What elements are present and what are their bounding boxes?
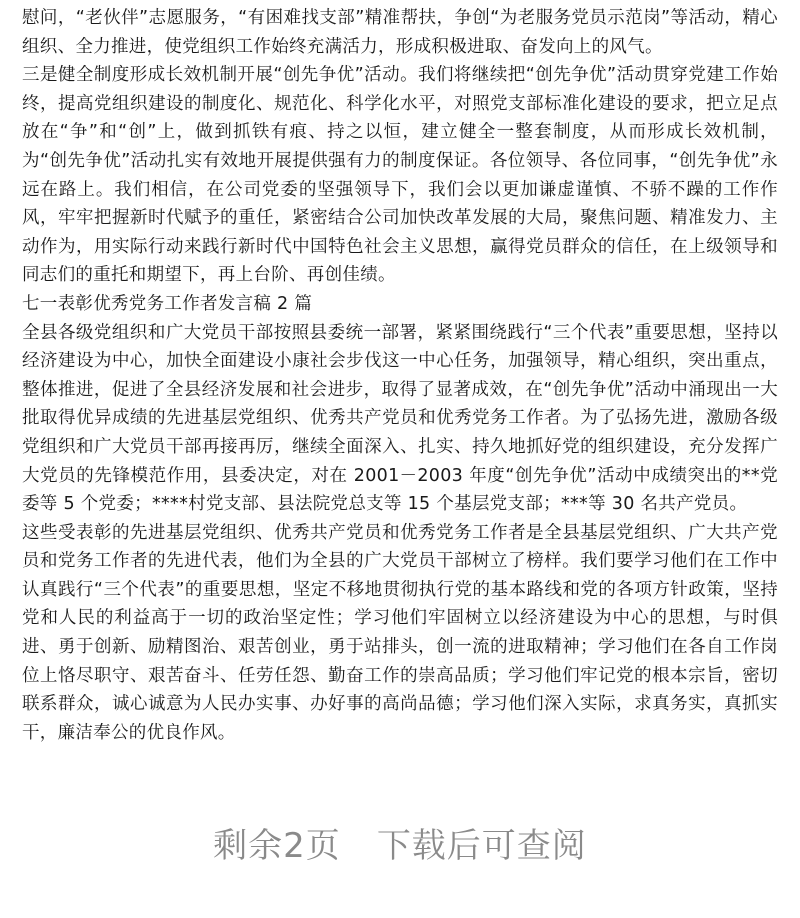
section-heading: 七一表彰优秀党务工作者发言稿 2 篇: [22, 293, 313, 314]
paragraph-4: 这些受表彰的先进基层党组织、优秀共产党员和优秀党务工作者是全县基层党组织、广大共产党员和党务工作者的先进代表，他们为全县的广大党员干部树立了榜样。我们要学习他们在工作中认真践行“三个代表”的重要思想，坚定不移地贯彻执行党的基本路线和党的各项方针政策，坚持党和人民的利益高于一切的政治坚定性；学习他们牢固树立以经济建设为中心的思想，与时俱进、勇于创新、励精图治、艰苦创业，勇于站排头，创一流的进取精神；学习他们在各自工作岗位上恪尽职守、艰苦奋斗、任劳任怨、勤奋工作的崇高品质；学习他们牢记党的根本宗旨，密切联系群众，诚心诚意为人民办实事、办好事的高尚品德；学习他们深入实际，求真务实，真抓实干，廉洁奉公的优良作风。: [22, 522, 778, 743]
download-hint-label: 下载后可查阅: [376, 826, 587, 866]
document-body: [22, 4, 778, 747]
paragraph-3: 全县各级党组织和广大党员干部按照县委统一部署，紧紧围绕践行“三个代表”重要思想，坚持以经济建设为中心，加快全面建设小康社会步伐这一中心任务，加强领导，精心组织，突出重点，整体推进，促进了全县经济发展和社会进步，取得了显著成效，在“创先争优”活动中涌现出一大批取得优异成绩的先进基层党组织、优秀共产党员和优秀党务工作者。为了弘扬先进，激励各级党组织和广大党员干部再接再厉，继续全面深入、扎实、持久地抓好党的组织建设，充分发挥广大党员的先锋模范作用，县委决定，对在 2001－2003 年度“创先争优”活动中成绩突出的**党委等 5 个党委；****村党支部、县法院党总支等 15 个基层党支部；***等 30 名共产党员。: [22, 322, 778, 515]
remaining-pages-label: 剩余2页: [213, 826, 341, 866]
paragraph-1: 慰问，“老伙伴”志愿服务，“有困难找支部”精准帮扶，争创“为老服务党员示范岗”等活动，精心组织、全力推进，使党组织工作始终充满活力，形成积极进取、奋发向上的风气。: [22, 8, 778, 57]
paragraph-2: 三是健全制度形成长效机制开展“创先争优”活动。我们将继续把“创先争优”活动贯穿党建工作始终，提高党组织建设的制度化、规范化、科学化水平，对照党支部标准化建设的要求，把立足点放在“争”和“创”上，做到抓铁有痕、持之以恒，建立健全一整套制度，从而形成长效机制，为“创先争优”活动扎实有效地开展提供强有力的制度保证。各位领导、各位同事，“创先争优”永远在路上。我们相信，在公司党委的坚强领导下，我们会以更加谦虚谨慎、不骄不躁的工作作风，牢牢把握新时代赋予的重任，紧密结合公司加快改革发展的大局，聚焦问题、精准发力、主动作为，用实际行动来践行新时代中国特色社会主义思想，赢得党员群众的信任，在上级领导和同志们的重托和期望下，再上台阶、再创佳绩。: [22, 65, 778, 286]
remaining-pages-notice[interactable]: [0, 818, 800, 867]
